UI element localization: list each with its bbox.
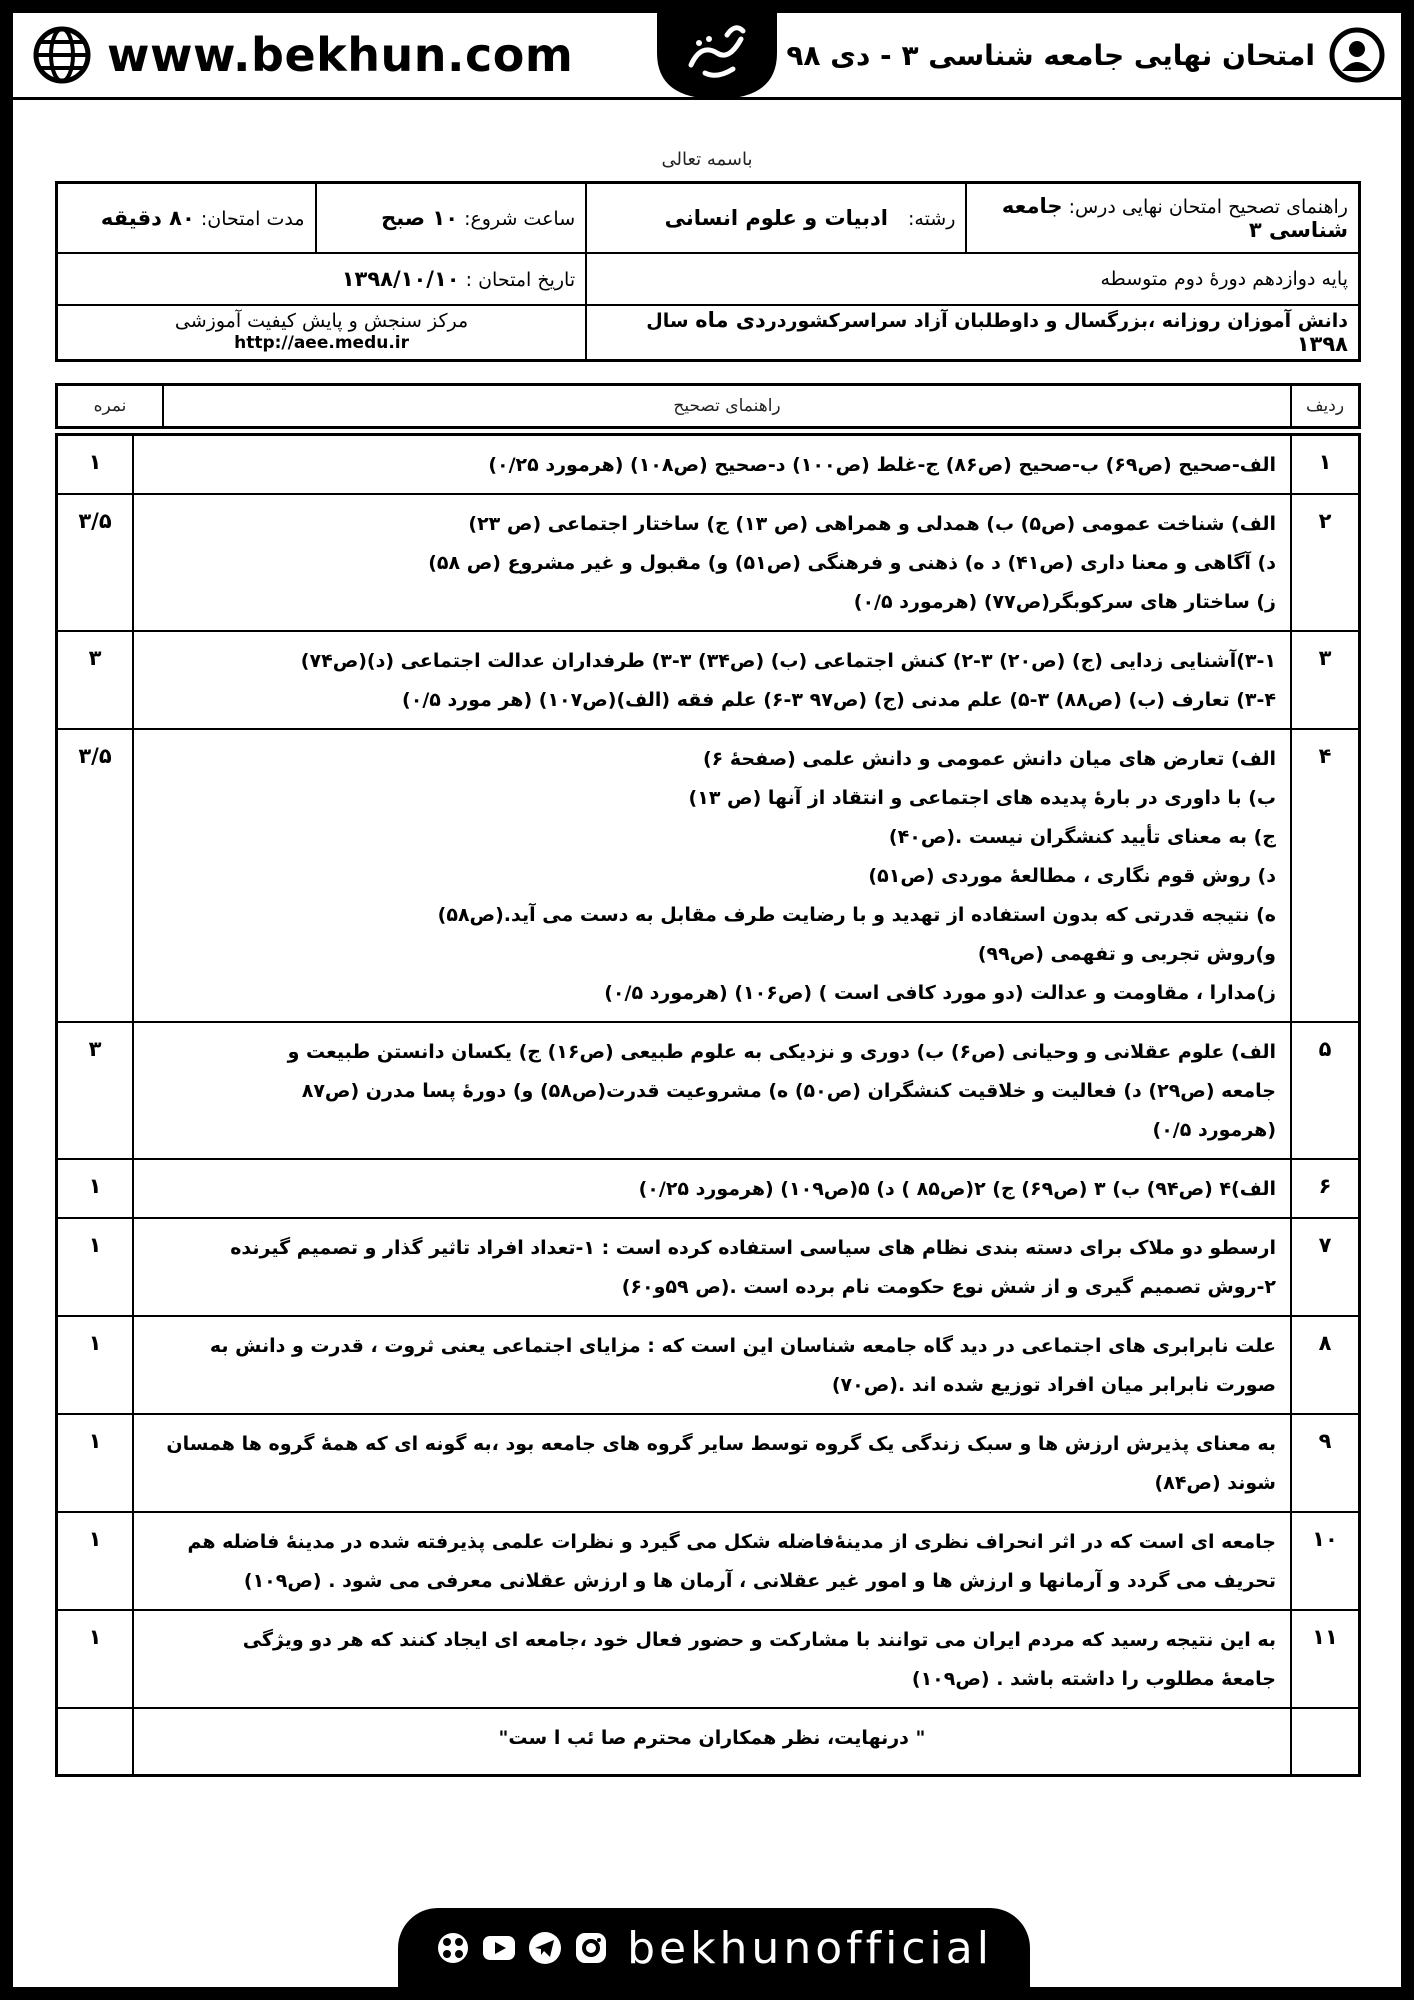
row-number: ۶ [1291, 1159, 1360, 1218]
row-number: ۱۱ [1291, 1610, 1360, 1708]
course-value: جامعه شناسی ۳ [1001, 193, 1348, 242]
bekhun-logo-icon [657, 13, 777, 103]
duration-cell [57, 183, 316, 253]
row-score: ۱ [57, 1316, 134, 1414]
row-score: ۳ [57, 1022, 134, 1159]
field-label: رشته: [907, 207, 956, 230]
answer-row [57, 1316, 1360, 1414]
duration-label: مدت امتحان: [200, 207, 305, 230]
answer-row [57, 729, 1360, 1022]
answer-line: الف-صحیح (ص۶۹) ب-صحیح (ص۸۶) ج-غلط (ص۱۰۰) د-صحیح (ص۱۰۸) (هرمورد ۰/۲۵) [488, 454, 1276, 476]
row-score: ۱ [57, 1512, 134, 1610]
answer-line: ز)مدارا ، مقاومت و عدالت (دو مورد کافی است ) (ص۱۰۶) (هرمورد ۰/۵) [604, 982, 1276, 1004]
students-year-label: سال [646, 310, 689, 333]
answer-line: تحریف می گردد و آرمانها و ارزش ها و امور غیر عقلانی ، آرمان ها و ارزش عقلانی معرفی می شود . (ص۱۰۹) [243, 1570, 1276, 1592]
answer-line: و)روش تجربی و تفهمی (ص۹۹) [977, 943, 1276, 965]
closing-row [57, 1708, 1360, 1776]
row-score: ۳ [57, 631, 134, 729]
answer-line: د) روش قوم نگاری ، مطالعۀ موردی (ص۵۱) [868, 865, 1276, 887]
start-cell [316, 183, 587, 253]
course-cell [966, 183, 1359, 253]
date-cell [57, 253, 587, 305]
field-cell [586, 183, 966, 253]
answer-row [57, 1512, 1360, 1610]
user-icon [1329, 27, 1385, 83]
youtube-icon[interactable] [481, 1930, 517, 1966]
row-score: ۳/۵ [57, 494, 134, 631]
answer-row [57, 494, 1360, 631]
answer-line: جامعه ای است که در اثر انحراف نظری از مدینۀفاضله شکل می گیرد و نظرات علمی پذیرفته شده در مدینۀ فاضله هم [187, 1531, 1276, 1553]
answer-line: الف) علوم عقلانی و وحیانی (ص۶) ب) دوری و نزدیکی به علوم طبیعی (ص۱۶) ج) یکسان دانستن طبیعت و [287, 1041, 1276, 1063]
answer-row [57, 1218, 1360, 1316]
answer-line: الف) تعارض های میان دانش عمومی و دانش علمی (صفحۀ ۶) [702, 748, 1276, 770]
website-link[interactable] [33, 23, 573, 87]
answer-text [133, 1159, 1291, 1218]
row-score: ۱ [57, 1159, 134, 1218]
row-number: ۱۰ [1291, 1512, 1360, 1610]
answer-line: صورت نابرابر میان افراد توزیع شده اند .(ص۷۰) [831, 1374, 1276, 1396]
start-label: ساعت شروع: [464, 207, 576, 230]
answer-line: به معنای پذیرش ارزش ها و سبک زندگی یک گروه توسط سایر گروه های جامعه بود ،به گونه ای که همۀ گروه ها همسان [166, 1433, 1276, 1455]
answer-line: ه) نتیجه قدرتی که بدون استفاده از تهدید و با رضایت طرف مقابل به دست می آید.(ص۵۸) [437, 904, 1276, 926]
answer-row [57, 1159, 1360, 1218]
answer-line: ۲-روش تصمیم گیری و از شش نوع حکومت نام برده است .(ص ۵۹و۶۰) [621, 1276, 1276, 1298]
answer-line: ز) ساختار های سرکوبگر(ص۷۷) (هرمورد ۰/۵) [853, 591, 1276, 613]
center-cell [57, 305, 587, 361]
answer-table [55, 433, 1361, 1777]
students-cell [586, 305, 1359, 361]
social-footer [398, 1908, 1030, 1988]
answer-line: د) آگاهی و معنا داری (ص۴۱) د ه) ذهنی و فرهنگی (ص۵۱) و) مقبول و غیر مشروع (ص ۵۸) [428, 552, 1276, 574]
row-number: ۹ [1291, 1414, 1360, 1512]
students-text: دانش آموزان روزانه ،بزرگسال و داوطلبان آزاد سراسرکشوردر [765, 310, 1348, 333]
answer-text [133, 1414, 1291, 1512]
grade-cell: پایه دوازدهم دورۀ دوم متوسطه [586, 253, 1359, 305]
answer-row [57, 435, 1360, 495]
row-score: ۳/۵ [57, 729, 134, 1022]
answer-text [133, 1512, 1291, 1610]
answer-line: جامعه (ص۲۹) د) فعالیت و خلاقیت کنشگران (ص۵۰) ه) مشروعیت قدرت(ص۵۸) و) دورۀ پسا مدرن (ص۸۷ [301, 1080, 1276, 1102]
row-number: ۴ [1291, 729, 1360, 1022]
answer-line: (هرمورد ۰/۵) [1152, 1119, 1276, 1141]
students-year: ۱۳۹۸ [1296, 332, 1348, 357]
start-value: ۱۰ صبح [381, 205, 459, 230]
students-month: دی ماه [695, 308, 766, 333]
answer-line: الف) شناخت عمومی (ص۵) ب) همدلی و همراهی (ص ۱۳) ج) ساختار اجتماعی (ص ۲۳) [468, 513, 1276, 535]
answer-line: جامعۀ مطلوب را داشته باشد . (ص۱۰۹) [911, 1668, 1276, 1690]
answer-line: الف)۴ (ص۹۴) ب) ۳ (ص۶۹) ج) ۲(ص۸۵ ) د) ۵(ص۱۰۹) (هرمورد ۰/۲۵) [638, 1178, 1276, 1200]
answer-row [57, 631, 1360, 729]
column-score: نمره [57, 385, 164, 428]
center-url[interactable]: http://aee.medu.ir [234, 333, 410, 354]
answer-line: ج) به معنای تأیید کنشگران نیست .(ص۴۰) [888, 826, 1276, 848]
answer-row [57, 1022, 1360, 1159]
answer-text [133, 1022, 1291, 1159]
instagram-icon[interactable] [573, 1930, 609, 1966]
course-label: راهنمای تصحیح امتحان نهایی درس: [1068, 195, 1348, 218]
date-value: ۱۳۹۸/۱۰/۱۰ [341, 266, 460, 291]
row-score: ۱ [57, 1218, 134, 1316]
column-header-table [55, 383, 1361, 429]
page [13, 13, 1401, 1987]
column-row: ردیف [1291, 385, 1360, 428]
closing-score [57, 1708, 134, 1776]
row-number: ۸ [1291, 1316, 1360, 1414]
answer-line: شوند (ص۸۴) [1154, 1472, 1276, 1494]
answer-line: به این نتیجه رسید که مردم ایران می توانند با مشارکت و حضور فعال خود ،جامعه ای ایجاد کنند که هر دو ویژگی [242, 1629, 1276, 1651]
answer-text [133, 494, 1291, 631]
social-handle[interactable]: bekhunofficial [627, 1922, 993, 1974]
answer-line: ۳-۱)آشنایی زدایی (ج) (ص۲۰) ۳-۲) کنش اجتماعی (ب) (ص۳۴) ۳-۳) طرفداران عدالت اجتماعی (د)(ص۷۴) [300, 650, 1276, 672]
row-score: ۱ [57, 435, 134, 495]
telegram-icon[interactable] [527, 1930, 563, 1966]
closing-num [1291, 1708, 1360, 1776]
column-guide: راهنمای تصحیح [163, 385, 1291, 428]
row-number: ۵ [1291, 1022, 1360, 1159]
answer-text [133, 631, 1291, 729]
website-url[interactable]: www.bekhun.com [107, 28, 574, 82]
center-name: مرکز سنجش و پایش کیفیت آموزشی [174, 310, 469, 333]
exam-info-table [55, 181, 1361, 362]
exam-title [786, 25, 1385, 85]
answer-text [133, 435, 1291, 495]
row-number: ۱ [1291, 435, 1360, 495]
row-number: ۲ [1291, 494, 1360, 631]
answer-text [133, 1218, 1291, 1316]
answer-line: ارسطو دو ملاک برای دسته بندی نظام های سیاسی استفاده کرده است : ۱-تعداد افراد تاثیر گذار و تصمیم گیرنده [230, 1237, 1276, 1259]
answer-text [133, 1316, 1291, 1414]
row-score: ۱ [57, 1414, 134, 1512]
bismillah: باسمه تعالی [661, 149, 753, 170]
row-number: ۳ [1291, 631, 1360, 729]
date-label: تاریخ امتحان : [465, 268, 576, 291]
answer-line: ب) با داوری در بارۀ پدیده های اجتماعی و انتقاد از آنها (ص ۱۳) [688, 787, 1276, 809]
aparat-icon[interactable] [435, 1930, 471, 1966]
field-value: ادبیات و علوم انسانی [664, 205, 888, 230]
answer-text [133, 1610, 1291, 1708]
duration-value: ۸۰ دقیقه [100, 205, 195, 230]
answer-row [57, 1414, 1360, 1512]
closing-text: " درنهایت، نظر همکاران محترم صا ئب ا ست" [133, 1708, 1291, 1776]
answer-line: علت نابرابری های اجتماعی در دید گاه جامعه شناسان این است که : مزایای اجتماعی یعنی ثروت ، قدرت و دانش به [209, 1335, 1276, 1357]
exam-title-text: امتحان نهایی جامعه شناسی ۳ - دی ۹۸ [786, 38, 1315, 72]
row-score: ۱ [57, 1610, 134, 1708]
header-bar [13, 13, 1401, 100]
answer-line: ۳-۴) تعارف (ب) (ص۸۸) ۳-۵) علم مدنی (ج) (ص۹۷ ۳-۶) علم فقه (الف)(ص۱۰۷) (هر مورد ۰/۵) [402, 689, 1276, 711]
row-number: ۷ [1291, 1218, 1360, 1316]
answer-text [133, 729, 1291, 1022]
answer-row [57, 1610, 1360, 1708]
globe-icon [33, 26, 91, 84]
